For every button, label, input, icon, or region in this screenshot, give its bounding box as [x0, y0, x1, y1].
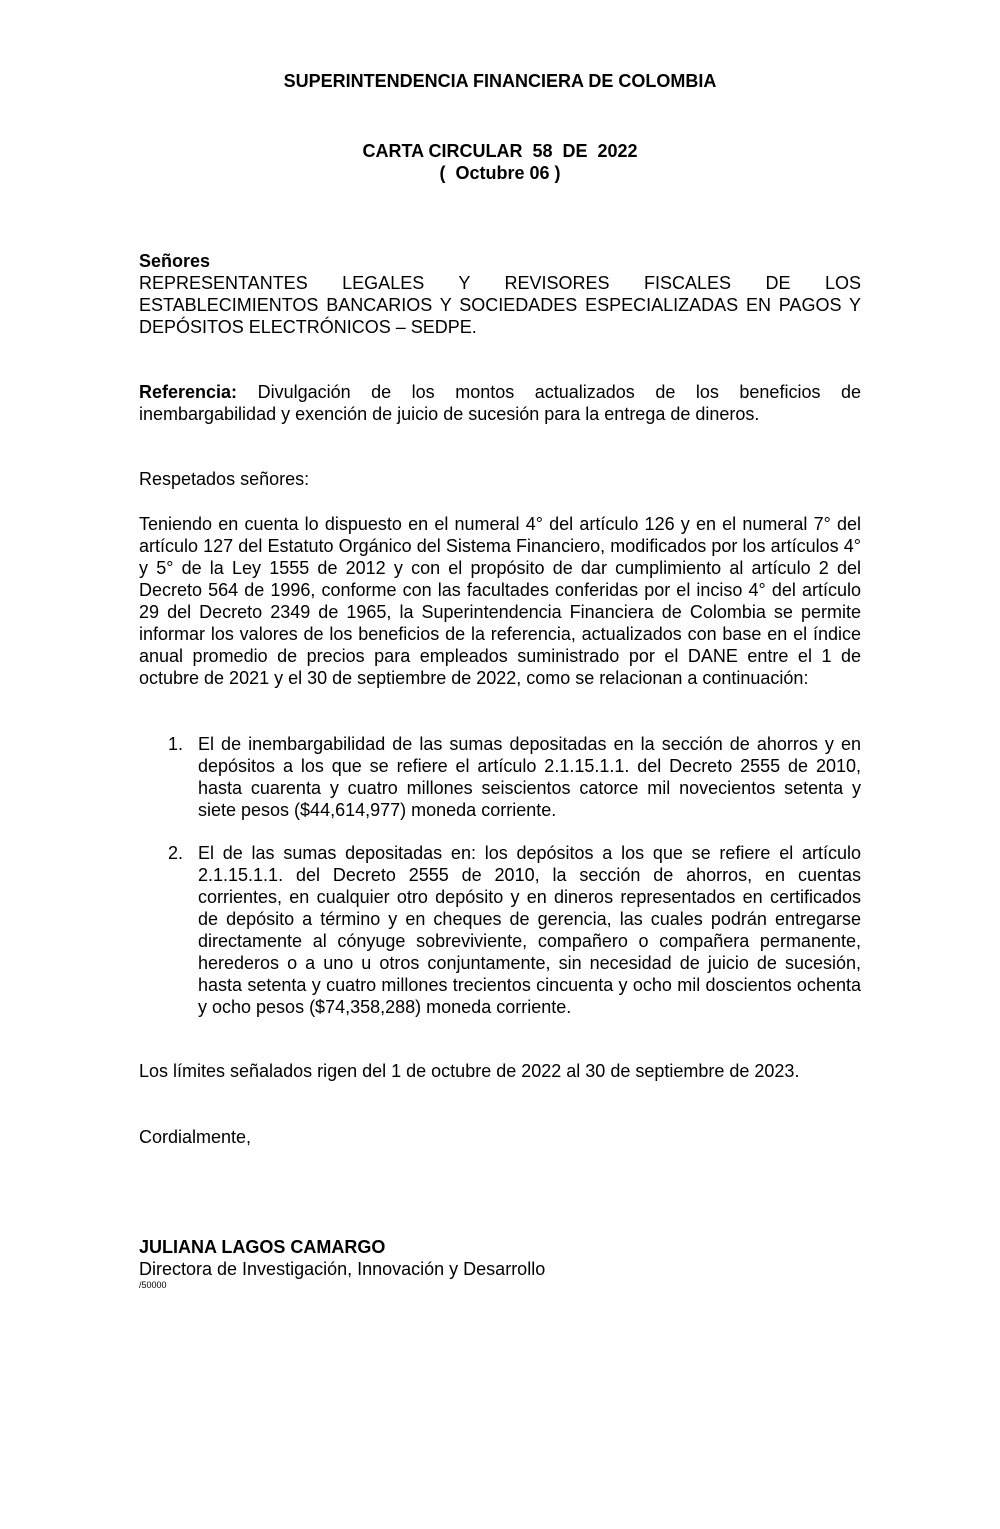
body-paragraph: Teniendo en cuenta lo dispuesto en el numeral 4° del artículo 126 y en el numeral 7° del artículo 127 del Estatuto Orgánico del Sistema Financiero, modificados por los artículos 4° y 5° de la Ley 1555 de 2012 y con el propósito de dar cumplimiento al artículo 2 del Decreto 564 de 1996, conforme con las facultades conferidas por el inciso 4° del artículo 29 del Decreto 2349 de 1965, la Superintendencia Financiera de Colombia se permite informar los valores de los beneficios de la referencia, actualizados con base en el índice anual promedio de precios para empleados suministrado por el DANE entre el 1 de octubre de 2021 y el 30 de septiembre de 2022, como se relacionan a continuación:	[139, 514, 861, 688]
list-item-number: 1.	[168, 734, 184, 754]
reference-code: /50000	[139, 1280, 167, 1290]
recipients-block: REPRESENTANTES LEGALES Y REVISORES FISCALES DE LOS ESTABLECIMIENTOS BANCARIOS Y SOCIEDADES ESPECIALIZADAS EN PAGOS Y DEPÓSITOS ELECTRÓNICOS – SEDPE.	[139, 273, 861, 337]
signatory-name: JULIANA LAGOS CAMARGO	[139, 1237, 386, 1257]
reference-label: Referencia:	[139, 382, 238, 402]
circular-title: CARTA CIRCULAR 58 DE 2022	[362, 141, 638, 161]
reference-text: Divulgación de los montos actualizados de los beneficios de inembargabilidad y exención de juicio de sucesión para la entrega de dineros.	[139, 382, 861, 424]
salutation-label: Señores	[139, 251, 211, 271]
circular-date: ( Octubre 06 )	[439, 163, 561, 183]
list-item-text: El de inembargabilidad de las sumas depositadas en la sección de ahorros y en depósitos a los que se refiere el artículo 2.1.15.1.1. del Decreto 2555 de 2010, hasta cuarenta y cuatro millones seiscientos catorce mil novecientos setenta y siete pesos ($44,614,977) moneda corriente.	[198, 734, 861, 820]
list-item-number: 2.	[168, 843, 184, 863]
signatory-title: Directora de Investigación, Innovación y Desarrollo	[139, 1259, 546, 1279]
reference-block	[139, 381, 861, 425]
greeting: Respetados señores:	[139, 469, 310, 489]
document-page	[139, 0, 861, 1529]
closing: Cordialmente,	[139, 1127, 252, 1147]
list-item-text: El de las sumas depositadas en: los depósitos a los que se refiere el artículo 2.1.15.1.1. del Decreto 2555 de 2010, la sección de ahorros, en cuentas corrientes, en cualquier otro depósito y en dineros representados en certificados de depósito a término y en cheques de gerencia, las cuales podrán entregarse directamente al cónyuge sobreviviente, compañero o compañera permanente, herederos o a uno u otros conjuntamente, sin necesidad de juicio de sucesión, hasta setenta y cuatro millones trecientos cincuenta y ocho mil doscientos ochenta y ocho pesos ($74,358,288) moneda corriente.	[198, 843, 861, 1017]
limits-paragraph: Los límites señalados rigen del 1 de octubre de 2022 al 30 de septiembre de 2023.	[139, 1061, 800, 1081]
institution-heading: SUPERINTENDENCIA FINANCIERA DE COLOMBIA	[283, 71, 717, 91]
